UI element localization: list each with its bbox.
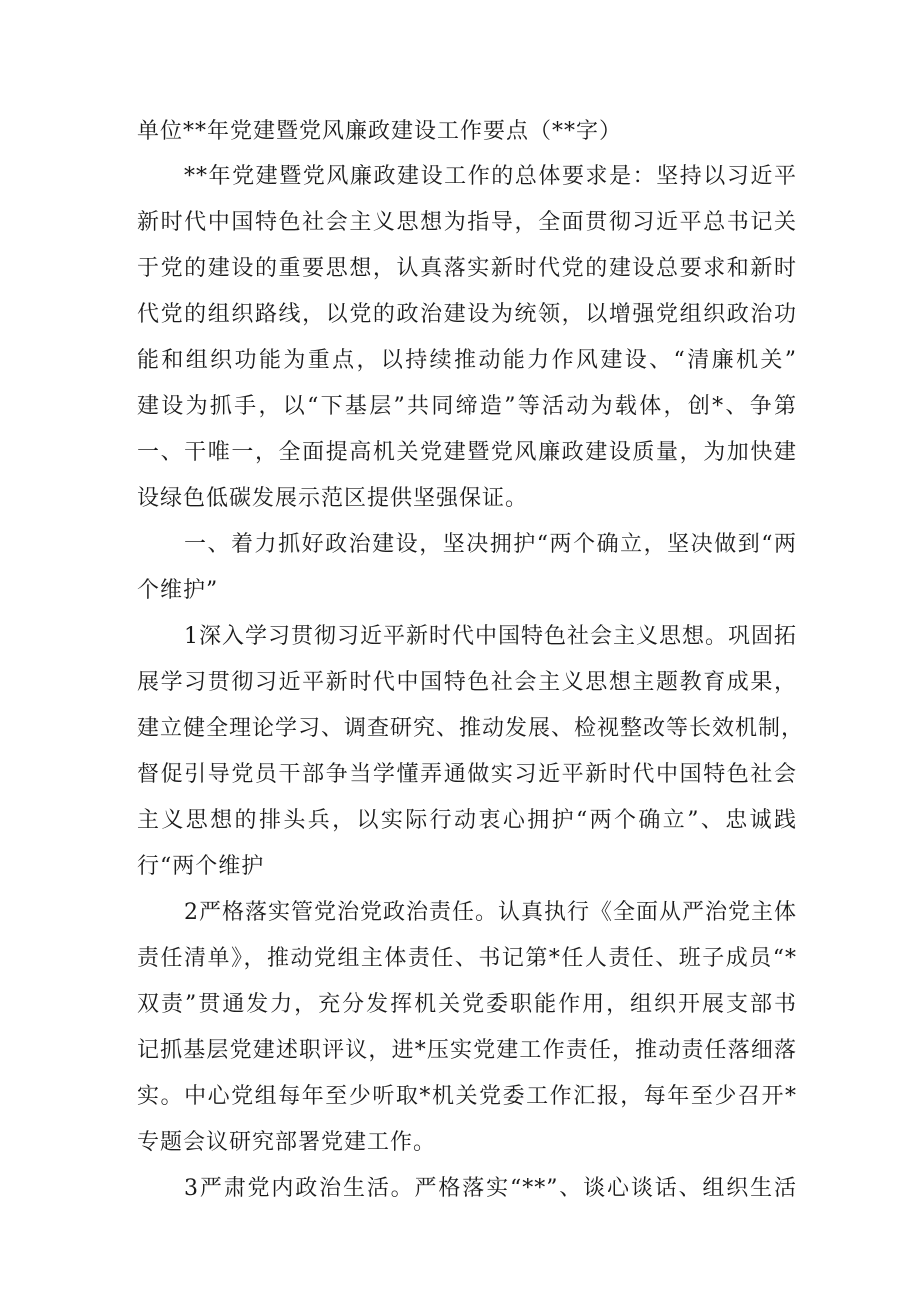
item-2-line-6: 专题会议研究部署党建工作。 bbox=[137, 1130, 437, 1155]
item-1-line-1: 1深入学习贯彻习近平新时代中国特色社会主义思想。巩固拓 bbox=[184, 624, 797, 649]
intro-line-8: 设绿色低碳发展示范区提供坚强保证。 bbox=[137, 486, 529, 511]
item-2-line-1: 2严格落实管党治党政治责任。认真执行《全面从严治党主体 bbox=[184, 900, 797, 925]
intro-line-2: 新时代中国特色社会主义思想为指导，全面贯彻习近平总书记关 bbox=[137, 210, 797, 235]
section-1-heading-line-1: 一、着力抓好政治建设，坚决拥护“两个确立，坚决做到“两 bbox=[184, 532, 797, 557]
intro-line-3: 于党的建设的重要思想，认真落实新时代党的建设总要求和新时 bbox=[137, 256, 797, 281]
item-1-line-5: 主义思想的排头兵，以实际行动衷心拥护“两个确立”、忠诚践 bbox=[137, 808, 797, 833]
item-1-line-4: 督促引导党员干部争当学懂弄通做实习近平新时代中国特色社会 bbox=[137, 762, 797, 787]
intro-line-4: 代党的组织路线，以党的政治建设为统领，以增强党组织政治功 bbox=[137, 302, 797, 327]
document-title: 单位**年党建暨党风廉政建设工作要点（**字） bbox=[137, 119, 623, 144]
item-1-line-6: 行“两个维护 bbox=[137, 854, 265, 879]
item-1-line-2: 展学习贯彻习近平新时代中国特色社会主义思想主题教育成果， bbox=[137, 670, 797, 695]
intro-line-7: 一、干唯一，全面提高机关党建暨党风廉政建设质量，为加快建 bbox=[137, 440, 797, 465]
item-2-line-2: 责任清单》，推动党组主体责任、书记第*任人责任、班子成员“* bbox=[137, 946, 797, 971]
item-3-line-1: 3严肃党内政治生活。严格落实“**”、谈心谈话、组织生活 bbox=[184, 1176, 797, 1201]
intro-line-6: 建设为抓手，以“下基层”共同缔造”等活动为载体，创*、争第 bbox=[137, 394, 797, 419]
intro-line-5: 能和组织功能为重点，以持续推动能力作风建设、“清廉机关” bbox=[137, 348, 797, 373]
intro-line-1: **年党建暨党风廉政建设工作的总体要求是：坚持以习近平 bbox=[184, 164, 797, 189]
item-2-line-5: 实。中心党组每年至少听取*机关党委工作汇报，每年至少召开* bbox=[137, 1084, 797, 1109]
item-2-line-4: 记抓基层党建述职评议，进*压实党建工作责任，推动责任落细落 bbox=[137, 1038, 797, 1063]
item-1-line-3: 建立健全理论学习、调查研究、推动发展、检视整改等长效机制， bbox=[137, 716, 805, 741]
item-2-line-3: 双责”贯通发力，充分发挥机关党委职能作用，组织开展支部书 bbox=[137, 992, 797, 1017]
section-1-heading-line-2: 个维护” bbox=[137, 578, 219, 603]
